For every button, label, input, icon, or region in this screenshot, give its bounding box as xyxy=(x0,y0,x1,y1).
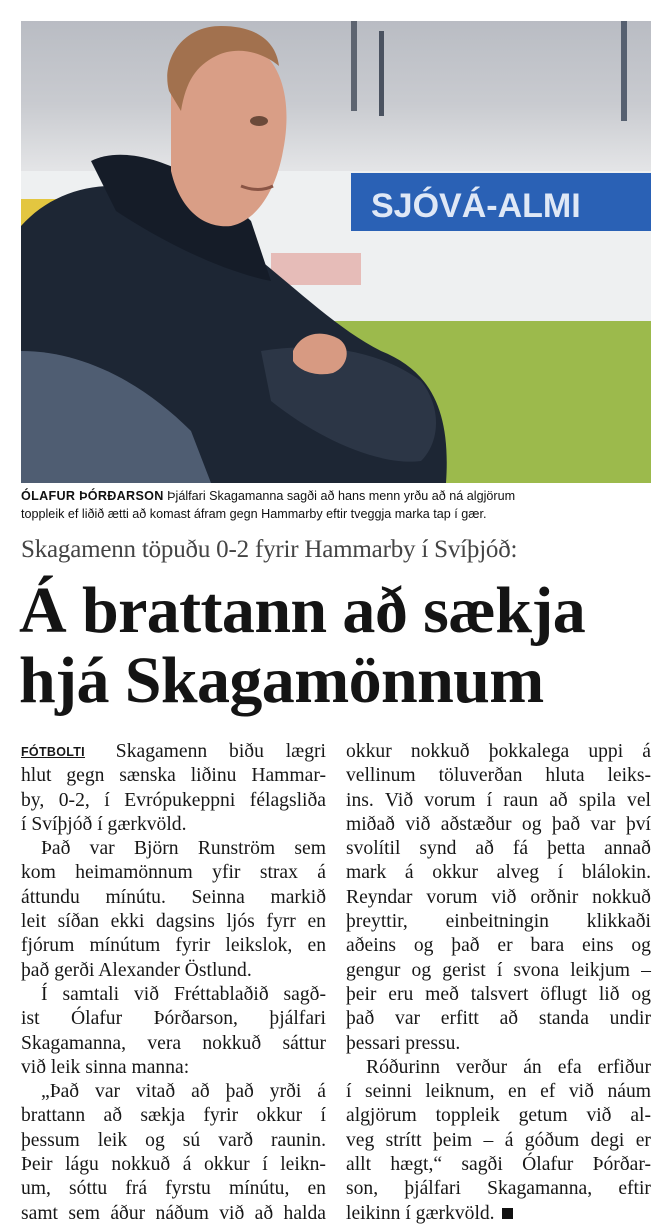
body-line: þeir eru með talsvert öflugt lið og xyxy=(346,983,651,1005)
body-line: Það var Björn Runström sem xyxy=(41,838,326,860)
eye xyxy=(250,116,268,126)
body-line: það gerði Alexander Östlund. xyxy=(21,959,252,981)
body-line: leit síðan ekki dagsins ljós fyrr en xyxy=(21,911,326,933)
kicker: Skagamenn töpuðu 0-2 fyrir Hammarby í Svíþjóð: xyxy=(21,536,518,563)
body-line: í Svíþjóð í gærkvöld. xyxy=(21,813,187,835)
body-line: ins. Við vorum í raun að spila vel xyxy=(346,789,651,811)
headline-line: Á brattann að sækja xyxy=(19,574,586,647)
body-line: veg strítt þeim – á góðum degi er xyxy=(346,1129,651,1151)
article-photo xyxy=(21,21,651,483)
flag-pole xyxy=(351,21,357,111)
body-line: við leik sinna manna: xyxy=(21,1056,190,1078)
body-line: þreyttir, einbeitningin klikkaði xyxy=(346,911,651,933)
body-line: það var erfitt að standa undir xyxy=(346,1008,651,1030)
body-line: FÓTBOLTI Skagamenn biðu lægri xyxy=(21,740,326,764)
body-line: svolítil synd að fá þetta annað xyxy=(346,838,651,860)
flag-pole xyxy=(379,31,384,116)
headline-line: hjá Skagamönnum xyxy=(19,644,544,717)
headline xyxy=(19,576,664,716)
body-line: son, þjálfari Skagamanna, eftir xyxy=(346,1178,651,1200)
body-line: um, sóttu frá fyrstu mínútu, en xyxy=(21,1178,326,1200)
body-line: Í samtali við Fréttablaðið sagð- xyxy=(41,983,326,1005)
body-line: vellinum töluverðan hluta leiks- xyxy=(346,765,651,787)
body-line: þessum leik og sú varð raunin. xyxy=(21,1129,326,1151)
red-board xyxy=(271,253,361,285)
body-line: algjörum toppleik getum við al- xyxy=(346,1105,651,1127)
photo-illustration xyxy=(21,21,651,483)
body-line: ist Ólafur Þórðarson, þjálfari xyxy=(21,1008,326,1030)
body-column-right xyxy=(346,740,651,1226)
sponsor-text: SJÓVÁ-ALMI xyxy=(371,187,581,225)
end-mark xyxy=(502,1208,513,1219)
body-line: okkur nokkuð þokkalega uppi á xyxy=(346,741,651,762)
flag-pole xyxy=(621,21,627,121)
body-line: brattann að sækja fyrir okkur í xyxy=(21,1105,326,1127)
body-line: by, 0-2, í Evrópukeppni félagsliða xyxy=(21,789,326,811)
body-line: hlut gegn sænska liðinu Hammar- xyxy=(21,765,326,787)
body-line: í seinni leiknum, en ef við náum xyxy=(346,1081,651,1103)
body-line: mark á okkur alveg í blálokin. xyxy=(346,862,651,884)
body-line: Þeir lágu nokkuð á okkur í leikn- xyxy=(21,1154,326,1176)
photo-caption xyxy=(21,487,651,523)
body-line: leikinn í gærkvöld. xyxy=(346,1202,651,1226)
body-line: gengur og gerist í svona leikjum – xyxy=(346,959,651,981)
body-line: Skagamanna, vera nokkuð sáttur xyxy=(21,1032,326,1054)
caption-name: ÓLAFUR ÞÓRÐARSON xyxy=(21,489,164,503)
body-line: áttundu mínútu. Seinna markið xyxy=(21,886,326,908)
body-line: „Það var vitað að það yrði á xyxy=(41,1081,326,1103)
body-line: Reyndar vorum við orðnir nokkuð xyxy=(346,886,651,908)
body-line: aðeins og það er bara eins og xyxy=(346,935,651,957)
body-line: Róðurinn verður án efa erfiður xyxy=(366,1056,651,1078)
body-line: kom heimamönnum yfir strax á xyxy=(21,862,326,884)
caption-line: toppleik ef liðið ætti að komast áfram gegn Hammarby eftir tveggja marka tap í gær. xyxy=(21,507,487,521)
caption-line: Þjálfari Skagamanna sagði að hans menn yrðu að ná algjörum xyxy=(163,489,516,503)
body-column-left xyxy=(21,740,326,1226)
body-line: þessari pressu. xyxy=(346,1032,461,1054)
body-line: allt hægt,“ sagði Ólafur Þórðar- xyxy=(346,1154,651,1176)
body-line: samt sem áður náðum við að halda xyxy=(21,1202,326,1224)
section-label: FÓTBOLTI xyxy=(21,745,85,759)
body-line: fjórum mínútum fyrir leikslok, en xyxy=(21,935,326,957)
body-line: miðað við aðstæður og það var því xyxy=(346,813,651,835)
